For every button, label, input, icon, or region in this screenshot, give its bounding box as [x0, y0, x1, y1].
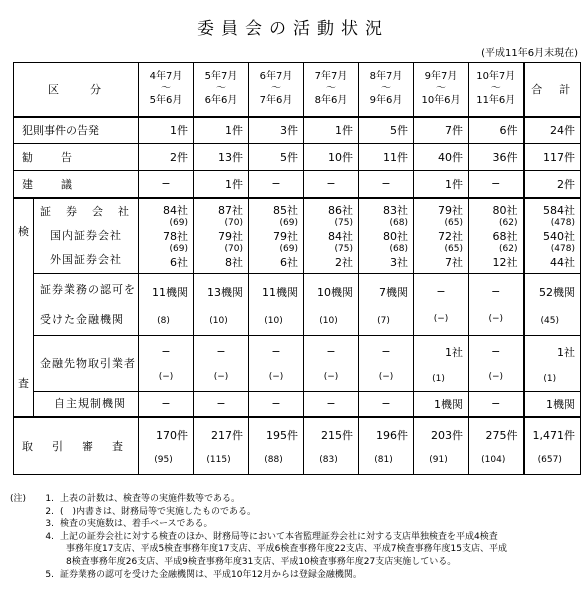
table-cell: 10機関 (10): [304, 274, 359, 336]
table-row: [14, 417, 581, 475]
note-text: 上表の計数は、検査等の実施件数等である。: [60, 494, 241, 504]
period-header: 5年7月 〜 6年6月: [194, 63, 249, 117]
page-title: 委員会の活動状況: [197, 19, 389, 39]
period-header: 4年7月 〜 5年6月: [139, 63, 194, 117]
table-cell: 1件: [194, 117, 249, 144]
note-text: 検査の実施数は、着手ベースである。: [60, 519, 213, 530]
table-cell: 195件 (88): [249, 417, 304, 475]
table-cell: 84社 (69) 78社 (69) 6社: [139, 198, 194, 274]
table-row: [14, 392, 581, 417]
table-cell: − (−): [139, 336, 194, 392]
note-text: 証券業務の認可を受けた金融機関は、平成10年12月からは登録金融機関。: [60, 569, 362, 580]
period-header: 9年7月 〜 10年6月: [414, 63, 469, 117]
table-row: [14, 336, 581, 392]
table-cell: 13機関 (10): [194, 274, 249, 336]
total-cell: 52機関 (45): [524, 274, 581, 336]
table-cell: 7機関 (7): [359, 274, 414, 336]
total-cell: 1機関: [524, 392, 581, 417]
table-cell: 10件: [304, 144, 359, 171]
table-cell: 79社 (65) 72社 (65) 7社: [414, 198, 469, 274]
table-cell: −: [249, 392, 304, 417]
table-cell: − (−): [414, 274, 469, 336]
table-row: [14, 144, 581, 171]
table-cell: 1件: [194, 171, 249, 198]
period-header: 10年7月 〜 11年6月: [469, 63, 524, 117]
table-cell: 203件 (91): [414, 417, 469, 475]
table-cell: 217件 (115): [194, 417, 249, 475]
table-cell: 5件: [249, 144, 304, 171]
total-cell: 584社 (478) 540社 (478) 44社: [524, 198, 581, 274]
table-cell: − (−): [304, 336, 359, 392]
securities-labels: 証 券 会 社 国内証券会社 外国証券会社: [34, 198, 139, 274]
inspection-group-label: 検 査: [14, 198, 34, 417]
period-header: 7年7月 〜 8年6月: [304, 63, 359, 117]
table-cell: 36件: [469, 144, 524, 171]
table-cell: −: [359, 171, 414, 198]
note-text: ( )内書きは、財務局等で実施したものである。: [60, 506, 257, 517]
table-row: [14, 117, 581, 144]
total-cell: 117件: [524, 144, 581, 171]
table-cell: 3件: [249, 117, 304, 144]
table-cell: 196件 (81): [359, 417, 414, 475]
period-header: 6年7月 〜 7年6月: [249, 63, 304, 117]
table-cell: 7件: [414, 117, 469, 144]
table-cell: − (−): [469, 336, 524, 392]
table-cell: 85社 (69) 79社 (69) 6社: [249, 198, 304, 274]
total-cell: 24件: [524, 117, 581, 144]
table-cell: 11機関 (10): [249, 274, 304, 336]
table-row: [14, 198, 581, 274]
note-number: 2.: [45, 506, 54, 517]
total-header: 合 計: [524, 63, 581, 117]
table-cell: 13件: [194, 144, 249, 171]
table-cell: 2件: [139, 144, 194, 171]
table-cell: 80社 (62) 68社 (62) 12社: [469, 198, 524, 274]
note-number: 4.: [45, 531, 54, 542]
period-header: 8年7月 〜 9年6月: [359, 63, 414, 117]
footnote: [10, 518, 580, 531]
table-cell: 1機関: [414, 392, 469, 417]
table-cell: 1件: [304, 117, 359, 144]
footnote: [10, 531, 580, 569]
table-cell: − (−): [359, 336, 414, 392]
table-cell: −: [469, 171, 524, 198]
table-cell: − (−): [469, 274, 524, 336]
row-label: 勧 告: [14, 144, 139, 171]
table-cell: −: [249, 171, 304, 198]
note-text: 上記の証券会社に対する検査のほか、財務局等において本省監理証券会社に対する支店単独検査を平成4検査 事務年度17支店、平成5検査事務年度17支店、平成6検査事務年度22支店、平成7検査事務年度15支店、平成 8検査事務年度26支店、平成9検査事務年度31支店、平成10検査事務年度27支店実施している。: [60, 531, 507, 567]
total-cell: 1社 (1): [524, 336, 581, 392]
footnote: [10, 506, 580, 519]
row-label: 取 引 審 査: [14, 417, 139, 475]
row-label: 金融先物取引業者: [34, 336, 139, 392]
table-cell: 40件: [414, 144, 469, 171]
total-cell: 1,471件 (657): [524, 417, 581, 475]
footnote: [10, 493, 580, 506]
row-label: 自主規制機関: [34, 392, 139, 417]
table-cell: 83社 (68) 80社 (68) 3社: [359, 198, 414, 274]
note-number: 1.: [45, 494, 54, 504]
table-cell: 11機関 (8): [139, 274, 194, 336]
activity-table: [13, 62, 581, 475]
header-row: [14, 63, 581, 117]
table-cell: 1社 (1): [414, 336, 469, 392]
table-cell: −: [139, 392, 194, 417]
table-row: [14, 171, 581, 198]
table-cell: 275件 (104): [469, 417, 524, 475]
table-cell: 215件 (83): [304, 417, 359, 475]
table-cell: 86社 (75) 84社 (75) 2社: [304, 198, 359, 274]
footnote: [10, 569, 580, 582]
table-cell: 1件: [414, 171, 469, 198]
table-cell: −: [304, 171, 359, 198]
table-cell: 11件: [359, 144, 414, 171]
table-cell: −: [359, 392, 414, 417]
table-cell: −: [304, 392, 359, 417]
category-header: 区 分: [14, 63, 139, 117]
as-of-date: (平成11年6月末現在): [481, 48, 578, 59]
licensed-labels: 証券業務の認可を 受けた金融機関: [34, 274, 139, 336]
row-label: 建 議: [14, 171, 139, 198]
footnotes: [10, 493, 580, 581]
note-number: 3.: [45, 519, 54, 530]
table-cell: 5件: [359, 117, 414, 144]
table-cell: − (−): [194, 336, 249, 392]
table-cell: − (−): [249, 336, 304, 392]
table-row: [14, 274, 581, 336]
table-cell: 170件 (95): [139, 417, 194, 475]
note-number: 5.: [45, 569, 54, 580]
table-cell: −: [469, 392, 524, 417]
table-cell: −: [139, 171, 194, 198]
notes-label: (注): [10, 494, 27, 504]
table-cell: 1件: [139, 117, 194, 144]
table-cell: −: [194, 392, 249, 417]
table-cell: 87社 (70) 79社 (70) 8社: [194, 198, 249, 274]
total-cell: 2件: [524, 171, 581, 198]
table-cell: 6件: [469, 117, 524, 144]
row-label: 犯則事件の告発: [14, 117, 139, 144]
